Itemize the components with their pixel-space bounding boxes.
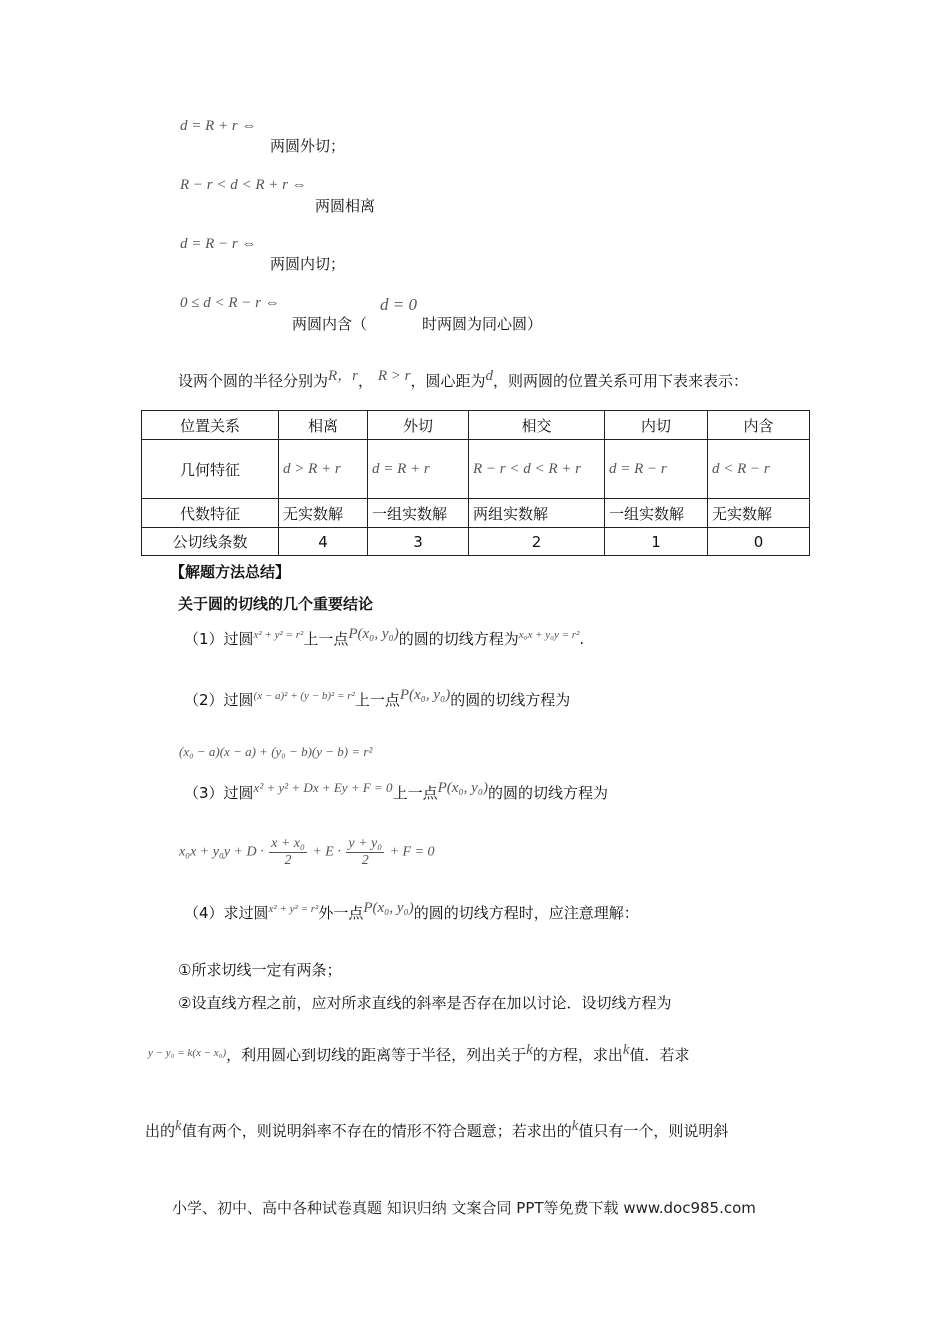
table-row-label: 几何特征 (142, 440, 279, 499)
note-2: ②设直线方程之前，应对所求直线的斜率是否存在加以讨论．设切线方程为 (178, 994, 672, 1012)
condition-4-text2: 时两圆为同心圆） (422, 315, 543, 333)
conclusion-1-math-1: x² + y² = r² (253, 629, 304, 641)
condition-4-math2: d = 0 (380, 295, 417, 314)
note-line-1-text-2: 的方程，求出 (532, 1046, 623, 1064)
table-header-cell: 相离 (279, 411, 368, 440)
position-relation-table (141, 410, 810, 556)
conclusion-4-text-1: （4）求过圆 (184, 904, 269, 922)
note-line-1-text-3: 值．若求 (629, 1046, 690, 1064)
condition-2-text: 两圆相离 (315, 197, 376, 215)
table-cell: 4 (279, 528, 368, 556)
conclusion-3-eq-a: x₀x + y₀y + D · (179, 844, 264, 860)
note-line-1-math-2: k (526, 1042, 533, 1058)
intro-text-3: ，圆心距为 (410, 372, 486, 390)
table-row-algebra (142, 499, 810, 528)
table-header-cell: 位置关系 (142, 411, 279, 440)
table-row-label: 代数特征 (142, 499, 279, 528)
table-cell: 0 (708, 528, 810, 556)
conclusion-3-math-1: x² + y² + Dx + Ey + F = 0 (253, 780, 393, 795)
conclusion-1-math-2: P(x₀, y₀) (348, 626, 399, 642)
conclusion-2-equation: (x₀ − a)(x − a) + (y₀ − b)(y − b) = r² (179, 744, 373, 759)
note-line-2-text-3: 值只有一个，则说明斜 (578, 1122, 729, 1140)
intro-text-4: ，则两圆的位置关系可用下表来表示： (492, 372, 748, 390)
conclusion-1 (184, 628, 584, 649)
conclusion-1-text-1: （1）过圆 (184, 630, 254, 648)
table-cell: d = R − r (605, 440, 708, 499)
condition-3-math: d = R − r ⇔ (180, 236, 257, 252)
fraction-2 (346, 836, 384, 869)
note-line-2-text-1: 出的 (145, 1122, 176, 1140)
conclusion-3-math-2: P(x₀, y₀) (437, 780, 488, 796)
conclusion-4-math-1: x² + y² = r² (268, 903, 319, 915)
conclusion-4-text-3: 的圆的切线方程时，应注意理解： (413, 904, 639, 922)
table-cell: 一组实数解 (368, 499, 469, 528)
conclusion-3-text-3: 的圆的切线方程为 (487, 784, 608, 802)
conclusion-2-text-1: （2）过圆 (184, 691, 254, 709)
intro-math-2: R > r (377, 368, 411, 384)
table-cell: 1 (605, 528, 708, 556)
table-row-tangents (142, 528, 810, 556)
conclusion-2-text-2: 上一点 (354, 691, 400, 709)
conclusion-4-math-2: P(x₀, y₀) (363, 900, 414, 916)
table-cell: d > R + r (279, 440, 368, 499)
intro-sentence (178, 370, 748, 391)
condition-4-math: 0 ≤ d < R − r ⇔ (180, 295, 280, 311)
fraction-2-denominator: 2 (361, 853, 369, 868)
conclusion-3-eq-c: + F = 0 (389, 844, 435, 860)
table-header-cell: 相交 (469, 411, 605, 440)
condition-3-text: 两圆内切； (270, 255, 346, 273)
table-header-cell: 内含 (708, 411, 810, 440)
table-cell: 一组实数解 (605, 499, 708, 528)
note-line-2-math-1: k (175, 1118, 182, 1134)
condition-1-text: 两圆外切； (270, 137, 346, 155)
intro-text-2: ， (358, 372, 374, 390)
conclusion-2-math-2: P(x₀, y₀) (399, 687, 451, 703)
table-cell: d < R − r (708, 440, 810, 499)
condition-1-math: d = R + r ⇔ (180, 118, 257, 134)
table-cell: 无实数解 (708, 499, 810, 528)
table-cell: 2 (469, 528, 605, 556)
summary-heading: 【解题方法总结】 (170, 563, 291, 581)
condition-4-text: 两圆内含（ (292, 315, 368, 333)
fraction-1-denominator: 2 (284, 853, 292, 868)
table-cell: 3 (368, 528, 469, 556)
table-cell: R − r < d < R + r (469, 440, 605, 499)
conclusion-3-text-1: （3）过圆 (184, 784, 254, 802)
table-header-cell: 内切 (605, 411, 708, 440)
note-line-1-math-1: y − y₀ = k(x − x₀) (148, 1047, 227, 1059)
page-footer: 小学、初中、高中各种试卷真题 知识归纳 文案合同 PPT等免费下载 www.doc985.com (172, 1199, 756, 1217)
table-cell: 无实数解 (279, 499, 368, 528)
intro-text-1: 设两个圆的半径分别为 (178, 372, 329, 390)
fraction-1-numerator: x + x₀ (271, 836, 305, 851)
conclusion-4-text-2: 外一点 (318, 904, 364, 922)
conclusion-4 (184, 902, 639, 923)
note-1: ①所求切线一定有两条； (178, 961, 342, 979)
conclusion-3-text-2: 上一点 (392, 784, 438, 802)
table-row-label: 公切线条数 (142, 528, 279, 556)
fraction-1 (269, 836, 307, 869)
intro-math-3: d (485, 368, 493, 384)
conclusion-2-math-1: (x − a)² + (y − b)² = r² (253, 690, 355, 702)
conclusion-1-text-4: . (579, 630, 585, 648)
conclusion-1-text-3: 的圆的切线方程为 (398, 630, 519, 648)
conclusion-3-eq-b: + E · (312, 844, 341, 860)
conclusion-2-text-3: 的圆的切线方程为 (450, 691, 571, 709)
fraction-2-numerator: y + y₀ (348, 836, 383, 851)
table-header-cell: 外切 (368, 411, 469, 440)
condition-2-math: R − r < d < R + r ⇔ (180, 177, 307, 193)
note-2-line-1 (148, 1044, 690, 1065)
conclusion-1-math-3: x₀x + y₀y = r² (518, 629, 580, 641)
conclusion-1-text-2: 上一点 (303, 630, 349, 648)
conclusions-heading: 关于圆的切线的几个重要结论 (178, 595, 374, 613)
table-header-row (142, 411, 810, 440)
table-cell: d = R + r (368, 440, 469, 499)
note-line-1-math-3: k (622, 1042, 630, 1058)
conclusion-3 (184, 782, 608, 803)
conclusion-2 (184, 689, 570, 710)
note-line-2-math-2: k (571, 1118, 579, 1134)
table-row-geometry (142, 440, 810, 499)
note-2-line-2 (145, 1120, 728, 1141)
note-line-1-text-1: ，利用圆心到切线的距离等于半径，列出关于 (226, 1046, 527, 1064)
intro-math-1: R，r (328, 368, 359, 384)
note-line-2-text-2: 值有两个，则说明斜率不存在的情形不符合题意；若求出的 (181, 1122, 572, 1140)
table-cell: 两组实数解 (469, 499, 605, 528)
conclusion-3-equation (179, 836, 435, 869)
